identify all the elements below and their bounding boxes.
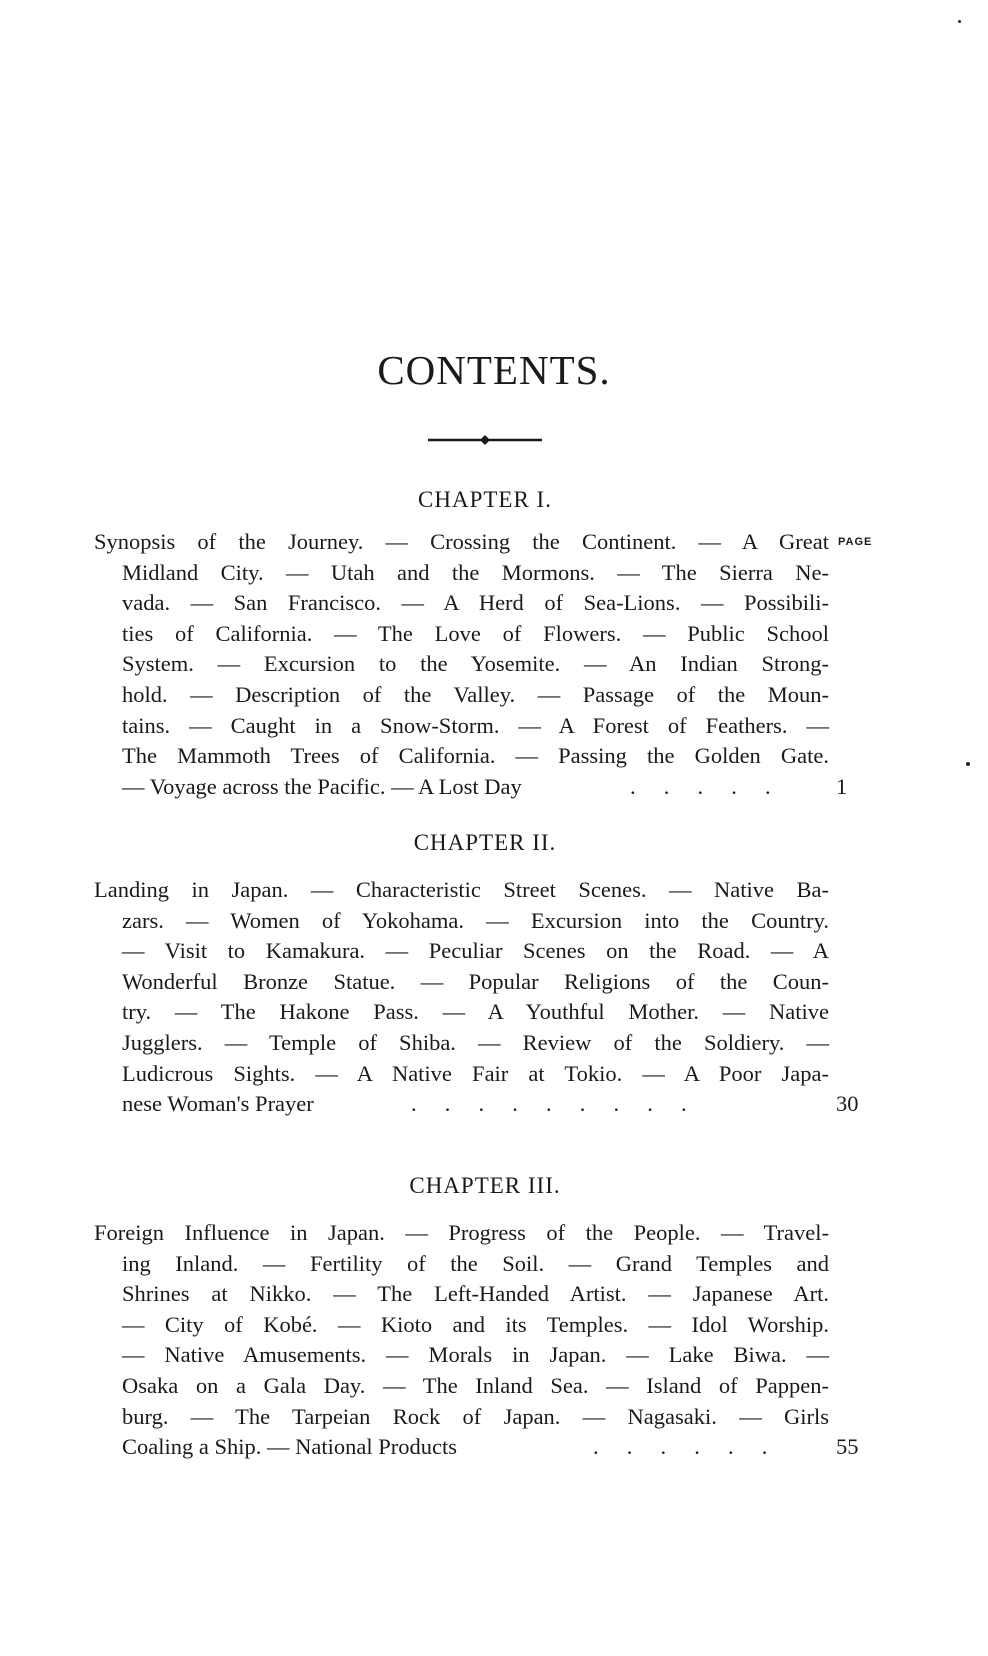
chapter-summary <box>94 875 859 1120</box>
chapter-heading: CHAPTER II. <box>413 830 557 855</box>
page-number: 55 <box>836 1434 859 1460</box>
summary-line-text: nese Woman's Prayer <box>122 1091 314 1117</box>
summary-line: — Native Amusements. — Morals in Japan. — Lake Biwa. — <box>122 1342 829 1368</box>
page-number: 30 <box>836 1091 859 1117</box>
summary-line: Foreign Influence in Japan. — Progress of the People. — Travel- <box>94 1220 829 1245</box>
dot-leader: . . . . . . . . . <box>411 1091 687 1117</box>
summary-line: Landing in Japan. — Characteristic Street Scenes. — Native Ba- <box>94 877 829 902</box>
summary-line: ties of California. — The Love of Flowers. — Public School <box>122 620 829 646</box>
summary-line: zars. — Women of Yokohama. — Excursion into the Country. <box>122 907 829 933</box>
summary-line: tains. — Caught in a Snow-Storm. — A Forest of Feathers. — <box>122 712 829 738</box>
summary-line: ing Inland. — Fertility of the Soil. — Grand Temples and <box>122 1250 829 1276</box>
summary-line: Wonderful Bronze Statue. — Popular Religions of the Coun- <box>122 968 829 994</box>
chapter-heading: CHAPTER III. <box>409 1173 561 1198</box>
summary-line: — City of Kobé. — Kioto and its Temples. — Idol Worship. <box>122 1311 829 1337</box>
page-column-label: PAGE <box>838 536 873 548</box>
divider-ornament <box>426 433 544 447</box>
chapter-summary <box>94 527 848 802</box>
chapter-heading: CHAPTER I. <box>418 487 552 512</box>
summary-line-last <box>94 1089 859 1120</box>
scan-speck <box>966 762 970 766</box>
summary-line: hold. — Description of the Valley. — Passage of the Moun- <box>122 681 829 707</box>
dot-leader: . . . . . <box>630 773 771 799</box>
summary-line: Shrines at Nikko. — The Left-Handed Artist. — Japanese Art. <box>122 1281 829 1307</box>
summary-line-last <box>94 1432 859 1463</box>
summary-line: Synopsis of the Journey. — Crossing the Continent. — A Great <box>94 529 829 554</box>
summary-line: try. — The Hakone Pass. — A Youthful Mother. — Native <box>122 999 829 1025</box>
page-title: CONTENTS. <box>377 347 611 393</box>
summary-line: The Mammoth Trees of California. — Passing the Golden Gate. <box>122 743 829 769</box>
summary-line: Ludicrous Sights. — A Native Fair at Tokio. — A Poor Japa- <box>122 1060 829 1086</box>
summary-line: burg. — The Tarpeian Rock of Japan. — Nagasaki. — Girls <box>122 1403 829 1429</box>
scan-speck <box>958 20 961 23</box>
summary-line: Osaka on a Gala Day. — The Inland Sea. — Island of Pappen- <box>122 1372 829 1398</box>
dot-leader: . . . . . . <box>593 1434 768 1460</box>
summary-line: System. — Excursion to the Yosemite. — An Indian Strong- <box>122 651 829 677</box>
summary-line: — Visit to Kamakura. — Peculiar Scenes on the Road. — A <box>122 938 829 964</box>
summary-line: Midland City. — Utah and the Mormons. — The Sierra Ne- <box>122 559 829 585</box>
summary-line-last <box>94 772 848 803</box>
summary-line: Jugglers. — Temple of Shiba. — Review of the Soldiery. — <box>122 1029 829 1055</box>
page-number: 1 <box>836 773 848 799</box>
summary-line-text: — Voyage across the Pacific. — A Lost Day <box>122 773 522 799</box>
chapter-summary <box>94 1218 859 1463</box>
summary-line: vada. — San Francisco. — A Herd of Sea-Lions. — Possibili- <box>122 590 829 616</box>
summary-line-text: Coaling a Ship. — National Products <box>122 1434 457 1460</box>
